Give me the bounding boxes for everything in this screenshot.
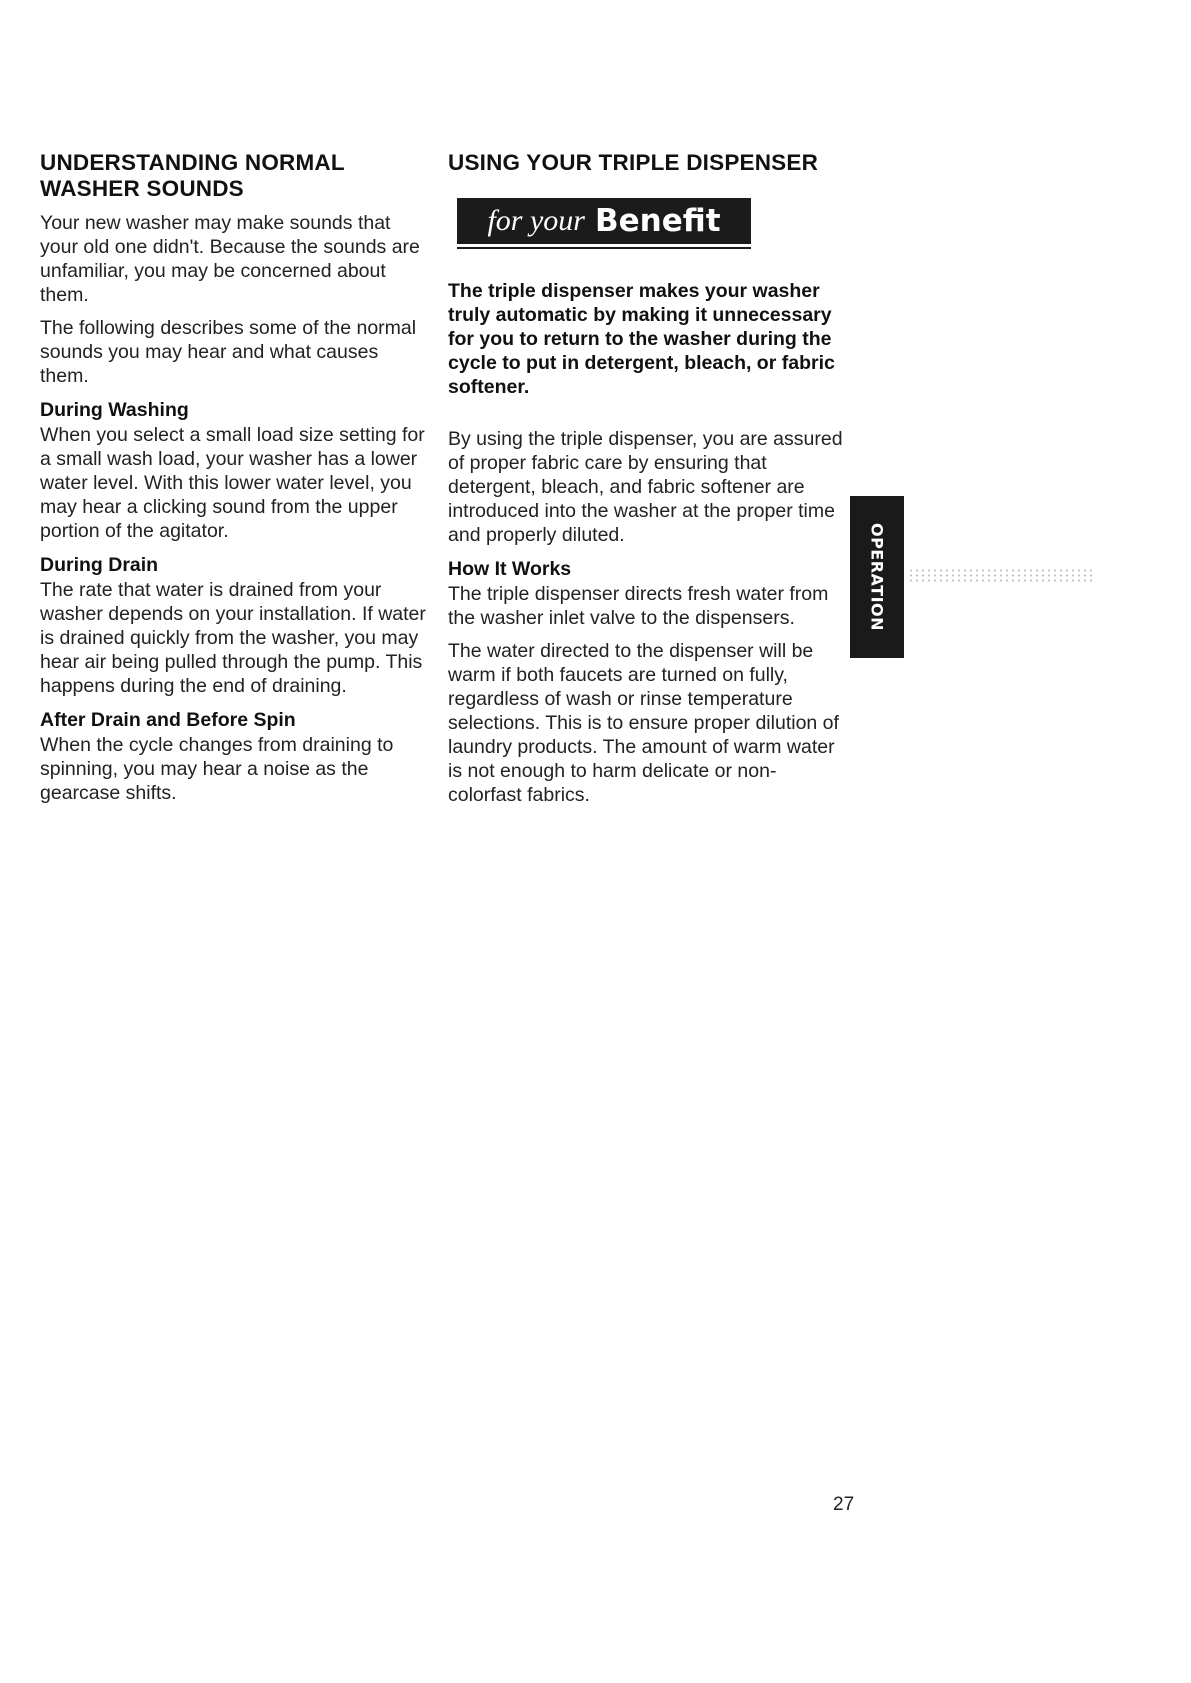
heading-during-washing: During Washing <box>40 399 189 421</box>
left-column <box>40 150 430 814</box>
for-your-benefit-banner <box>457 198 751 249</box>
banner-word: Benefit <box>594 203 721 239</box>
banner-underline <box>457 247 751 249</box>
scan-speckle-decoration <box>908 568 1093 582</box>
heading-during-drain: During Drain <box>40 554 159 576</box>
side-tab-label: OPERATION <box>867 522 887 632</box>
operation-side-tab <box>850 496 904 658</box>
section-title-triple-dispenser: USING YOUR TRIPLE DISPENSER <box>448 150 819 175</box>
intro-paragraph-2: The following describes some of the normal sounds you may hear and what causes them. <box>40 317 417 387</box>
how-it-works-paragraph-2: The water directed to the dispenser will be warm if both faucets are turned on fully, regardless of wash or rinse temperature selections. This is to ensure proper dilution of laundry products. The amount of warm water is not enough to harm delicate or non-colorfast fabrics. <box>448 640 839 806</box>
page-number: 27 <box>833 1494 855 1515</box>
section-title-washer-sounds: UNDERSTANDING NORMAL WASHER SOUNDS <box>40 150 345 201</box>
text-after-drain: When the cycle changes from draining to spinning, you may hear a noise as the gearcase shifts. <box>40 734 394 804</box>
how-it-works-paragraph-1: The triple dispenser directs fresh water from the washer inlet valve to the dispensers. <box>448 583 829 629</box>
dispenser-intro-bold: The triple dispenser makes your washer truly automatic by making it unnecessary for you to return to the washer during the cycle to put in detergent, bleach, or fabric softener. <box>448 280 835 398</box>
banner-prefix: for your <box>487 204 585 237</box>
heading-after-drain: After Drain and Before Spin <box>40 709 296 731</box>
right-column <box>448 150 848 816</box>
dispenser-paragraph-1: By using the triple dispenser, you are assured of proper fabric care by ensuring that detergent, bleach, and fabric softener are introduced into the washer at the proper time and properly diluted. <box>448 428 843 546</box>
intro-paragraph-1: Your new washer may make sounds that your old one didn't. Because the sounds are unfamiliar, you may be concerned about them. <box>40 212 420 306</box>
text-during-washing: When you select a small load size setting for a small wash load, your washer has a lower water level. With this lower water level, you may hear a clicking sound from the upper portion of the agitator. <box>40 424 425 542</box>
heading-how-it-works: How It Works <box>448 558 572 580</box>
banner-box <box>457 198 751 244</box>
text-during-drain: The rate that water is drained from your washer depends on your installation. If water is drained quickly from the washer, you may hear air being pulled through the pump. This happens during the end of draining. <box>40 579 426 697</box>
